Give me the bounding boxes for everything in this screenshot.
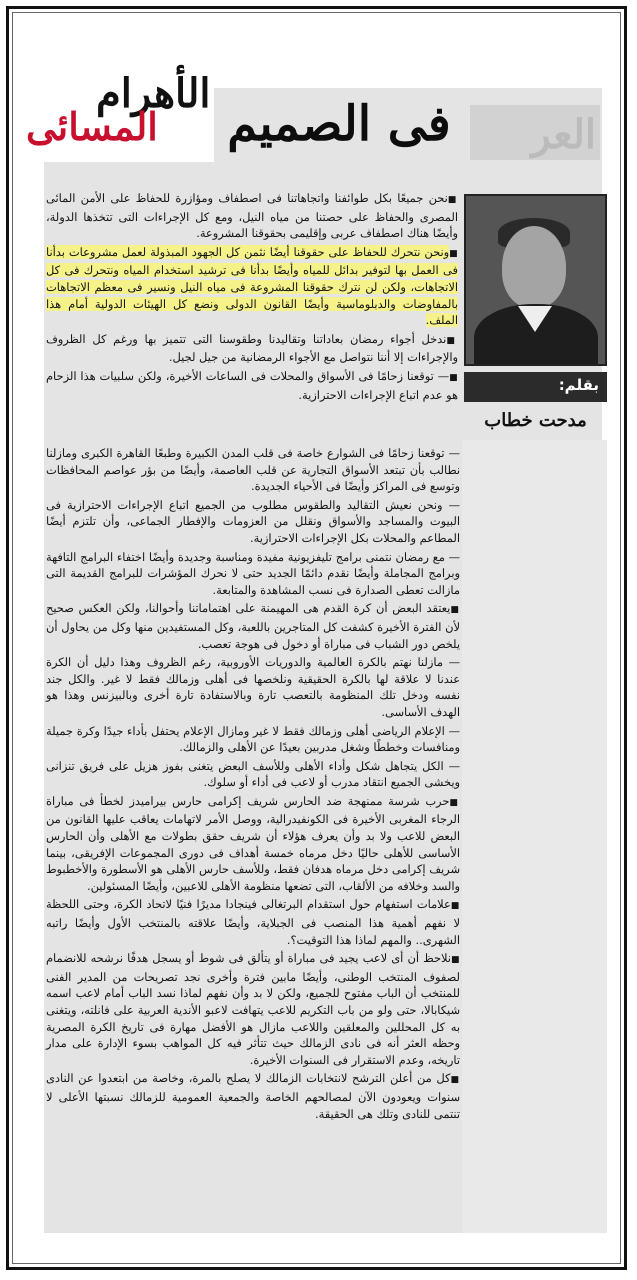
article-paragraph: — الكل يتجاهل شكل وأداء الأهلى وللأسف البعض يتغنى بفوز هزيل على فريق تنزانى ويخشى الجميع انتقاد مدرب أو لاعب فى أداء أو سلوك. [46, 758, 460, 790]
portrait-face [502, 226, 566, 308]
article-paragraph: ■ — توقعنا زحامًا فى الأسواق والمحلات فى الساعات الأخيرة، ولكن سلبيات هذا الزحام هو عدم اتباع الإجراءات الاحترازية. [46, 368, 458, 403]
author-portrait-icon [464, 194, 607, 366]
byline-bar [464, 372, 607, 402]
article-paragraph [46, 244, 458, 329]
article-paragraph: — مازلنا نهتم بالكرة العالمية والدوريات الأوروبية، رغم الظروف وهذا دليل أن الكرة عندنا لا علاقة لها بالكرة الحقيقية ونلخصها فى أهلى وزمالك فقط لا غير. والكل جند نفسه ودخل تلك المنظومة بالتعصب تارة وبالاستفادة تارة أخرى وبالبيزنس وهذا هو الهدف الأساسى. [46, 655, 460, 719]
article-paragraph: ■ كل من أعلن الترشح لانتخابات الزمالك لا يصلح بالمرة، وخاصة من ابتعدوا عن النادى سنوات ويعودون الآن لمصالحهم الخاصة والجمعية العمومية للزمالك نسبتها الأعلى لا تنتمى للنادى وتلك هى الحقيقة. [46, 1070, 460, 1122]
right-column-background [462, 440, 607, 1233]
logo-masa: المسائى [26, 104, 158, 149]
article-paragraph: ■ يعتقد البعض أن كرة القدم هى المهيمنة على اهتماماتنا وأحوالنا، ولكن العكس صحيح لأن الفترة الأخيرة كشفت كل المتاجرين باللعبة، وكل المستفيدين منها وكل من يحاول أن يلخص دور الشباب فى مباراة أو دخول فى هوجة تعصب. [46, 600, 460, 652]
byline-label: بقلم: [558, 376, 599, 394]
article-body-lower [46, 445, 460, 1124]
logo-ahram: الأهرام [96, 70, 211, 117]
article-paragraph: ■ نحن جميعًا بكل طوائفنا واتجاهاتنا فى اصطفاف ومؤازرة للحفاظ على الأمن المائى المصرى والحفاظ على حصتنا من مياه النيل، ومع كل الإجراءات التى تتخذها الدولة، وأيضًا هناك اصطفاف عربى وإقليمى بحقوقنا المشروعة. [46, 190, 458, 242]
background-headline-text: العر [531, 111, 596, 158]
article-paragraph: ■ حرب شرسة ممنهجة ضد الحارس شريف إكرامى حارس بيراميدز لخطأ فى مباراة الرجاء المغربى الأخيرة فى الكونفيدرالية، ووصل الأمر لاتهامات يعاقب عليها القانون من البعض للاعب ولا بد وأن يعرف هؤلاء أن شريف حقق بطولات مع الأهلى وأن الحارس الأساسى للأهلى حاليًا دخل مرماه خمسة أهداف فى دورى المجموعات الإفريقى، بينما شريف إكرامى دخل مرماه هدفان فقط، وللأسف حارس الأهلى هو الأسطورة والأخطبوط والسد وخلافه من الألقاب، التى تضعها منظومة الأهلى للاعبين، وأيضًا المسئولين. [46, 793, 460, 895]
article-paragraph: — مع رمضان نتمنى برامج تليفزيونية مفيدة ومناسبة وجديدة وأيضًا اختفاء البرامج التافهة وبرامج المجاملة وأيضًا نقدم دائمًا الجديد حتى لا نحرك المؤشرات للبرامج القديمة التى مازالت تعطى الصدارة فى نسب المشاهدة والمتابعة. [46, 549, 460, 597]
highlighted-text: ونحن نتحرك للحفاظ على حقوقنا أيضًا نثمن كل الجهود المبذولة لعمل مشروعات بدأنا فى العمل بها لتوفير بدائل للمياه وأيضًا بدأنا فى ترشيد استخدام المياه ونتحرك فى كل الاتجاهات، ولكن لن نترك حقوقنا المشروعة فى مياه النيل ونسير فى معظم الاتجاهات بالمفاوضات والدبلوماسية وأيضًا القانون الدولى ونضع كل الهيئات الدولية أمام هذا الملف. [46, 244, 458, 328]
article-paragraph: ■ ندخل أجواء رمضان بعاداتنا وتقاليدنا وطقوسنا التى تتميز بها ورغم كل الظروف والإجراءات إلا أننا نتواصل مع الأجواء الرمضانية من جيل لجيل. [46, 331, 458, 366]
background-headline-strip [470, 105, 600, 160]
article-paragraph: ■ نلاحظ أن أى لاعب يجيد فى مباراة أو يتألق فى شوط أو يسجل هدفًا نرشحه للانضمام لصفوف المنتخب الوطنى، وأيضًا مابين فترة وأخرى نجد تصريحات من المدير الفنى للمنتخب أن الباب مفتوح للجميع، ولكن لا بد وأن نفهم لماذا نسد الباب أمام لاعب اسمه شيكابالا، حتى ولو من باب التكريم للاعب يتهافت لاعبو الأندية العربية على فانلته، ويتغنى به كل المحللين والمعلقين واللاعب مازال هو الأفضل مهارة فى تاريخ الكرة المصرية وحظه العثر أنه فى نادى الزمالك حيث تتأثر فيه كل المواهب بسوء الإدارة على مدار تاريخه، وعدم الاستقرار فى السنوات الأخيرة. [46, 950, 460, 1068]
article-paragraph: — الإعلام الرياضى أهلى وزمالك فقط لا غير ومازال الإعلام يحتفل بأداء جيدًا وكرة جميلة ومنافسات وخططًا وشغل مدربين بعيدًا عن الأهلى والزمالك. [46, 723, 460, 755]
article-body-upper [46, 190, 458, 405]
article-paragraph: — ونحن نعيش التقاليد والطقوس مطلوب من الجميع اتباع الإجراءات الاحترازية فى البيوت والمساجد والأسواق ونقلل من العزومات والإفطار الجماعى، وأن تلتزم أيضًا المطاعم والمحلات بكل الإجراءات الاحترازية. [46, 497, 460, 545]
column-headline: فى الصميم [227, 96, 451, 152]
article-paragraph: ■ علامات استفهام حول استقدام البرتغالى فينجادا مديرًا فنيًا لاتحاد الكرة، وحتى اللحظة لا نفهم أهمية هذا المنصب فى الجبلاية، وأيضًا علاقته بالمنتخب الأول وأيضًا راتبه الشهرى.. والمهم لماذا هذا التوقيت؟. [46, 896, 460, 948]
article-paragraph: — توقعنا زحامًا فى الشوارع خاصة فى قلب المدن الكبيرة وطبعًا القاهرة الكبرى ومازلنا نطالب بأن تبتعد الأسواق التجارية عن قلب العاصمة، وأيضًا من بؤر عواصم المحافظات وتوسع فى المراكز وأيضًا فى الأحياء الجديدة. [46, 446, 460, 494]
author-name: مدحت خطاب [484, 410, 587, 431]
